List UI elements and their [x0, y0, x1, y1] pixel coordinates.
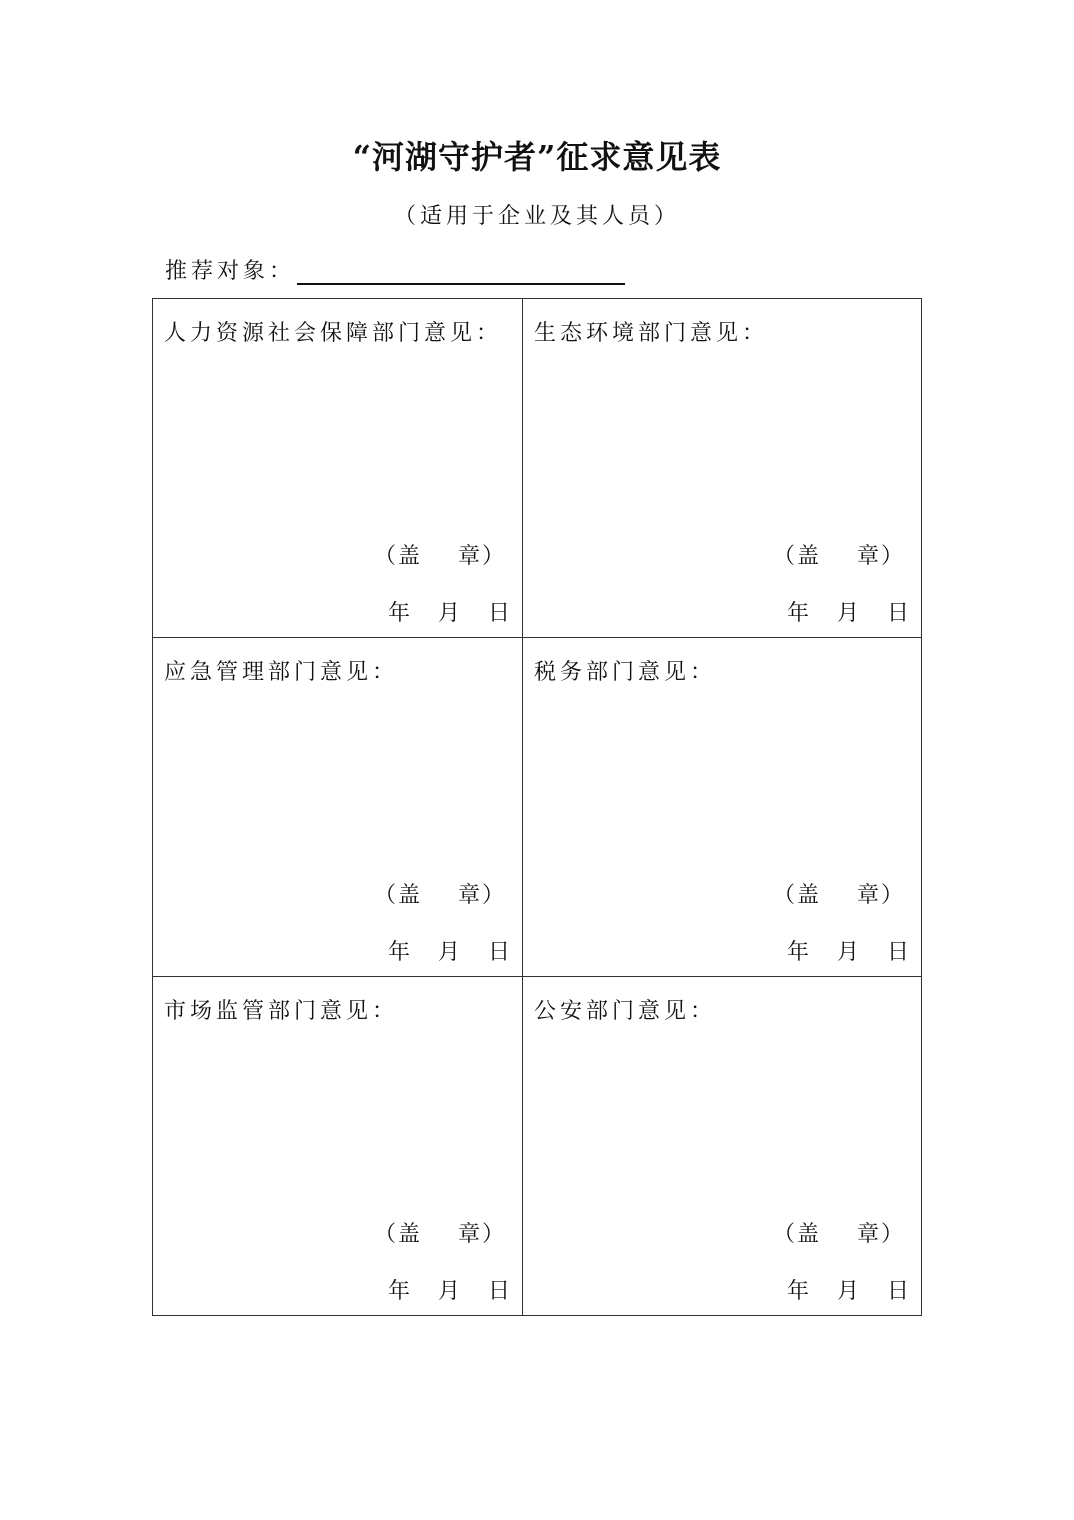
cell-label: 市场监管部门意见：	[164, 999, 399, 1024]
opinion-cell-taxation[interactable]	[523, 638, 921, 977]
date-text: 年 月 日	[388, 1279, 510, 1304]
recommend-row	[165, 254, 625, 285]
cell-label: 税务部门意见：	[534, 660, 717, 685]
opinion-table	[152, 298, 922, 1316]
cell-label: 人力资源社会保障部门意见：	[164, 321, 503, 346]
cell-label: 生态环境部门意见：	[534, 321, 769, 346]
date-text: 年 月 日	[388, 940, 510, 965]
date-text: 年 月 日	[787, 940, 909, 965]
date-text: 年 月 日	[787, 601, 909, 626]
opinion-cell-market-supervision[interactable]	[153, 977, 523, 1315]
document-title: “河湖守护者”征求意见表	[352, 138, 722, 176]
document-subtitle: （适用于企业及其人员）	[393, 204, 680, 229]
seal-text: （盖 章）	[374, 883, 506, 908]
seal-text: （盖 章）	[374, 544, 506, 569]
recommend-label: 推荐对象：	[165, 259, 296, 284]
cell-label: 应急管理部门意见：	[164, 660, 399, 685]
recommend-field[interactable]	[297, 257, 625, 285]
seal-text: （盖 章）	[374, 1222, 506, 1247]
opinion-cell-hr-social-security[interactable]	[153, 299, 523, 638]
opinion-cell-ecology-environment[interactable]	[523, 299, 921, 638]
date-text: 年 月 日	[787, 1279, 909, 1304]
cell-label: 公安部门意见：	[534, 999, 717, 1024]
seal-text: （盖 章）	[773, 544, 905, 569]
seal-text: （盖 章）	[773, 1222, 905, 1247]
date-text: 年 月 日	[388, 601, 510, 626]
seal-text: （盖 章）	[773, 883, 905, 908]
opinion-cell-public-security[interactable]	[523, 977, 921, 1315]
opinion-cell-emergency-management[interactable]	[153, 638, 523, 977]
